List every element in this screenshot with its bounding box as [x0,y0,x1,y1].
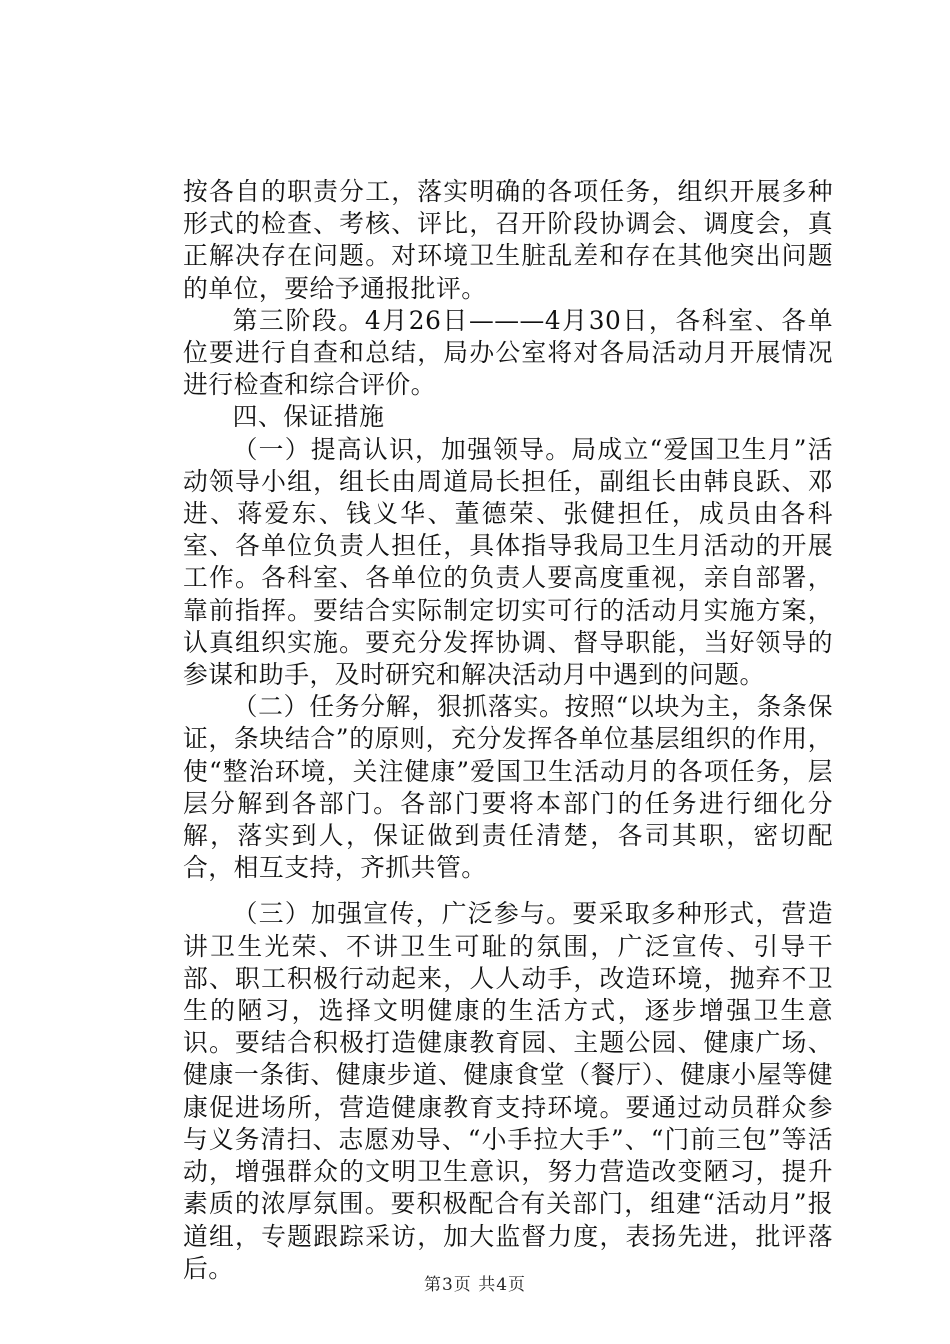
paragraph-measure-two: （二）任务分解，狠抓落实。按照“以块为主，条条保证，条块结合”的原则，充分发挥各单位基层组织的作用，使“整治环境，关注健康”爱国卫生活动月的各项任务，层层分解到各部门。各部门要将本部门的任务进行细化分解，落实到人，保证做到责任清楚，各司其职，密切配合，相互支持，齐抓共管。 [183,692,833,883]
document-body [183,176,833,1285]
page-number-footer: 第3页 共4页 [423,1275,527,1295]
paragraph-continuation: 按各自的职责分工，落实明确的各项任务，组织开展多种形式的检查、考核、评比，召开阶段协调会、调度会，真正解决存在问题。对环境卫生脏乱差和存在其他突出问题的单位，要给予通报批评。 [183,177,833,303]
section-heading-safeguards: 四、保证措施 [232,402,385,432]
paragraph-phase-three: 第三阶段。4月26日———4月30日，各科室、各单位要进行自查和总结，局办公室将对各局活动月开展情况进行检查和综合评价。 [183,305,833,400]
paragraph-measure-one: （一）提高认识，加强领导。局成立“爱国卫生月”活动领导小组，组长由周道局长担任，副组长由韩良跃、邓进、蒋爱东、钱义华、董德荣、张健担任，成员由各科室、各单位负责人担任，具体指导我局卫生月活动的开展工作。各科室、各单位的负责人要高度重视，亲自部署，靠前指挥。要结合实际制定切实可行的活动月实施方案，认真组织实施。要充分发挥协调、督导职能，当好领导的参谋和助手，及时研究和解决活动月中遇到的问题。 [183,434,833,690]
paragraph-measure-three: （三）加强宣传，广泛参与。要采取多种形式，营造讲卫生光荣、不讲卫生可耻的氛围，广泛宣传、引导干部、职工积极行动起来，人人动手，改造环境，抛弃不卫生的陋习，选择文明健康的生活方式，逐步增强卫生意识。要结合积极打造健康教育园、主题公园、健康广场、健康一条街、健康步道、健康食堂（餐厅）、健康小屋等健康促进场所，营造健康教育支持环境。要通过动员群众参与义务清扫、志愿劝导、“小手拉大手”、“门前三包”等活动，增强群众的文明卫生意识，努力营造改变陋习，提升素质的浓厚氛围。要积极配合有关部门，组建“活动月”报道组，专题跟踪采访，加大监督力度，表扬先进，批评落后。 [183,899,833,1283]
